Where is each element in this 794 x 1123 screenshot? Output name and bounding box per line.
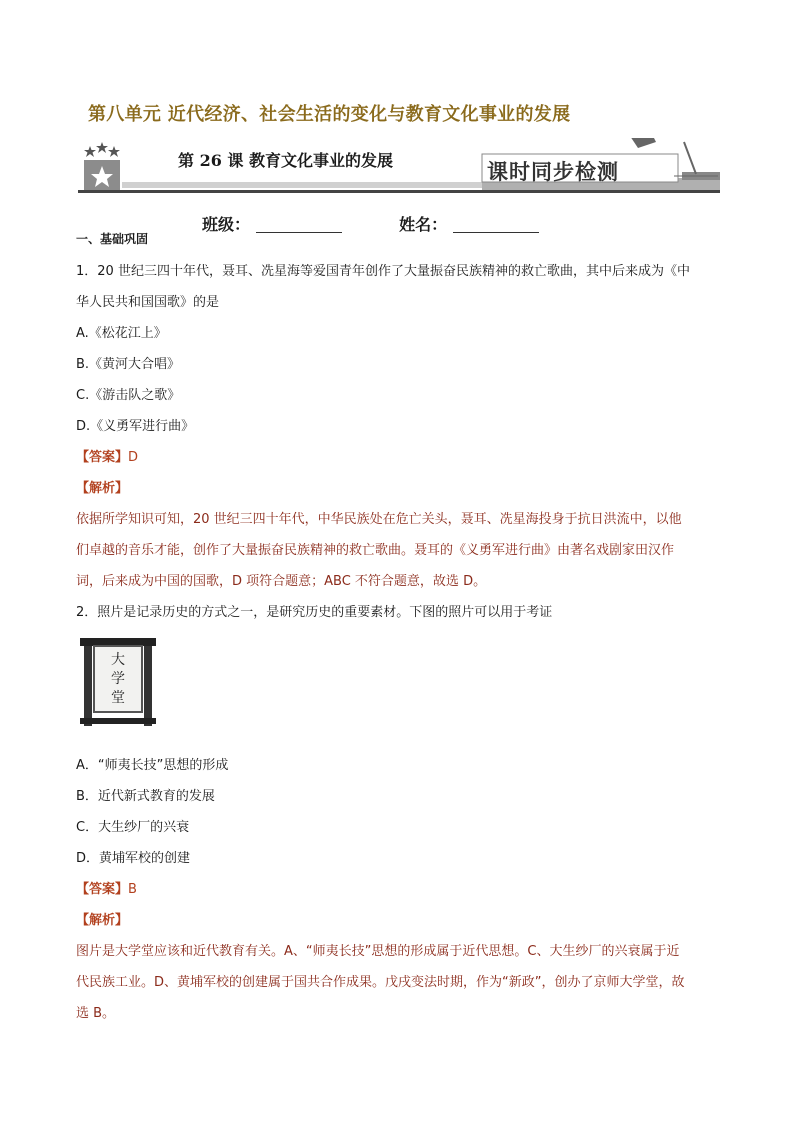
q2-stem-line: 2．照片是记录历史的方式之一，是研究历史的重要素材。下图的照片可以用于考证 xyxy=(76,605,553,620)
q1-analysis-line: 依据所学知识可知，20 世纪三四十年代，中华民族处在危亡关头，聂耳、冼星海投身于抗日洪流中，以他 xyxy=(76,512,682,527)
plaque-char: 堂 xyxy=(111,690,125,706)
q2-option-c: C．大生纱厂的兴衰 xyxy=(76,820,190,835)
class-field[interactable] xyxy=(256,216,342,233)
small-star-icon xyxy=(108,146,120,157)
small-star-icon xyxy=(84,146,96,157)
lesson-title: 第 26 课 教育文化事业的发展 xyxy=(178,151,393,170)
question-content xyxy=(76,256,726,1029)
unit-title: 第八单元 近代经济、社会生活的变化与教育文化事业的发展 xyxy=(88,104,571,125)
small-star-icon xyxy=(96,142,108,153)
answer-label: 【答案】 xyxy=(76,882,129,897)
plaque-char: 大 xyxy=(111,652,125,668)
lamp-head-icon xyxy=(630,138,656,148)
q2-option-b: B．近代新式教育的发展 xyxy=(76,789,215,804)
q1-stem-line: 华人民共和国国歌》的是 xyxy=(76,295,220,310)
q2-option-d: D．黄埔军校的创建 xyxy=(76,851,191,866)
q1-option-c: C.《游击队之歌》 xyxy=(76,388,181,403)
answer-value: D xyxy=(128,450,139,465)
header-banner xyxy=(78,138,720,198)
q1-stem-line: 1．20 世纪三四十年代，聂耳、冼星海等爱国青年创作了大量振奋民族精神的救亡歌曲，其中后来成为《中 xyxy=(76,264,690,279)
q1-analysis-line: 们卓越的音乐才能，创作了大量振奋民族精神的救亡歌曲。聂耳的《义勇军进行曲》由著名戏剧家田汉作 xyxy=(76,543,675,558)
name-field[interactable] xyxy=(453,216,539,233)
q2-analysis-line: 选 B。 xyxy=(76,1006,116,1021)
q2-option-a: A．“师夷长技”思想的形成 xyxy=(76,758,229,773)
analysis-label: 【解析】 xyxy=(76,481,129,496)
q1-answer xyxy=(76,442,726,473)
q1-option-b: B.《黄河大合唱》 xyxy=(76,357,181,372)
q2-analysis-label xyxy=(76,905,726,936)
q1-analysis-line: 词，后来成为中国的国歌，D 项符合题意；ABC 不符合题意，故选 D。 xyxy=(76,574,487,589)
q2-analysis-line: 图片是大学堂应该和近代教育有关。A、“师夷长技”思想的形成属于近代思想。C、大生纱厂的兴衰属于近 xyxy=(76,944,680,959)
answer-value: B xyxy=(128,882,137,897)
university-plaque-photo xyxy=(78,634,158,730)
q1-option-a: A.《松花江上》 xyxy=(76,326,167,341)
banner-line xyxy=(78,190,720,193)
q1-option-d: D.《义勇军进行曲》 xyxy=(76,419,195,434)
q2-analysis-line: 代民族工业。D、黄埔军校的创建属于国共合作成果。戊戌变法时期，作为“新政”，创办了京师大学堂，故 xyxy=(76,975,685,990)
name-label: 姓名： xyxy=(399,215,448,234)
lamp-arm xyxy=(684,142,696,174)
q1-analysis-label xyxy=(76,473,726,504)
q2-answer xyxy=(76,874,726,905)
analysis-label: 【解析】 xyxy=(76,913,129,928)
sync-check-label: 课时同步检测 xyxy=(487,159,619,184)
class-label: 班级： xyxy=(202,215,251,234)
plaque-char: 学 xyxy=(111,671,125,687)
class-name-row xyxy=(202,212,539,235)
section-title: 一、基础巩固 xyxy=(76,232,149,246)
answer-label: 【答案】 xyxy=(76,450,129,465)
banner-stripe xyxy=(122,182,482,188)
